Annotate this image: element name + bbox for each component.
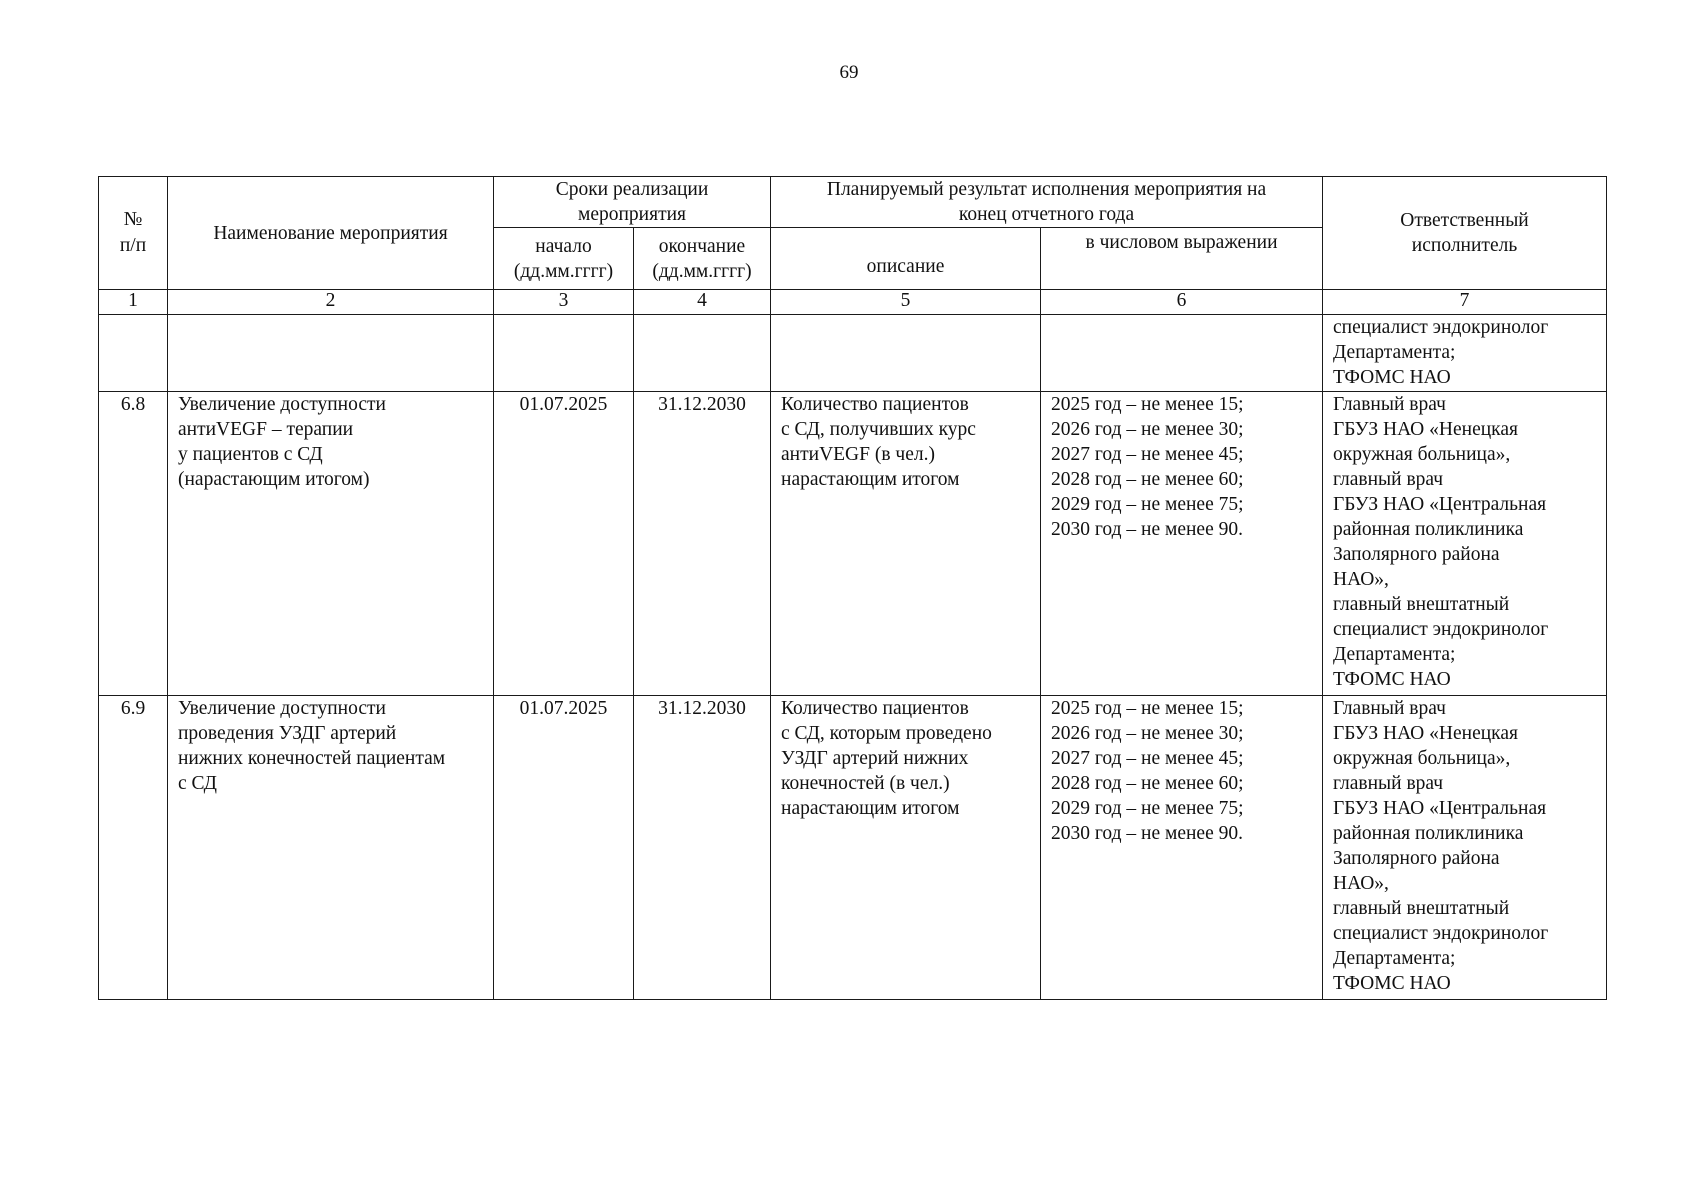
header-col-no: № п/п (99, 177, 168, 290)
header-row-1 (99, 177, 1607, 228)
row-number-cell (99, 315, 168, 392)
cell-line: нарастающим итогом (781, 469, 960, 490)
header-col-terms: Сроки реализации мероприятия (494, 177, 771, 228)
header-col-desc: описание (771, 228, 1041, 290)
cell-line: ГБУЗ НАО «Ненецкая (1333, 723, 1518, 744)
column-number: 5 (771, 290, 1041, 315)
cell-line: Заполярного района (1333, 544, 1500, 565)
result-description-cell (771, 315, 1041, 392)
cell-line: антиVEGF (в чел.) (781, 444, 935, 465)
cell-line: Количество пациентов (781, 394, 969, 415)
cell-line: ТФОМС НАО (1333, 669, 1451, 690)
cell-line: 2028 год – не менее 60; (1051, 469, 1244, 490)
cell-line: проведения УЗДГ артерий (178, 723, 397, 744)
activity-name-cell (168, 696, 494, 1000)
column-number: 2 (168, 290, 494, 315)
result-description-cell (771, 696, 1041, 1000)
cell-line: Заполярного района (1333, 848, 1500, 869)
start-date-cell: 01.07.2025 (494, 696, 634, 1000)
start-date-cell (494, 315, 634, 392)
cell-line: УЗДГ артерий нижних (781, 748, 969, 769)
cell-line: 2027 год – не менее 45; (1051, 444, 1244, 465)
start-date-cell: 01.07.2025 (494, 392, 634, 696)
cell-line: нарастающим итогом (781, 798, 960, 819)
activities-table (98, 176, 1607, 1000)
column-number: 4 (634, 290, 771, 315)
cell-line: 2025 год – не менее 15; (1051, 394, 1244, 415)
cell-line: ГБУЗ НАО «Центральная (1333, 494, 1547, 515)
responsible-cell (1323, 315, 1607, 392)
end-date-cell: 31.12.2030 (634, 696, 771, 1000)
cell-line: 2029 год – не менее 75; (1051, 798, 1244, 819)
cell-line: главный врач (1333, 773, 1444, 794)
end-date-cell (634, 315, 771, 392)
column-number: 7 (1323, 290, 1607, 315)
cell-line: с СД (178, 773, 217, 794)
cell-line: районная поликлиника (1333, 519, 1524, 540)
cell-line: Увеличение доступности (178, 394, 386, 415)
cell-line: специалист эндокринолог (1333, 923, 1549, 944)
cell-line: Департамента; (1333, 948, 1456, 969)
cell-line: главный врач (1333, 469, 1444, 490)
table-row (99, 315, 1607, 392)
table-body (99, 315, 1607, 1000)
cell-line: 2030 год – не менее 90. (1051, 519, 1243, 540)
cell-line: ГБУЗ НАО «Ненецкая (1333, 419, 1518, 440)
cell-line: НАО», (1333, 873, 1389, 894)
cell-line: Количество пациентов (781, 698, 969, 719)
activity-name-cell (168, 392, 494, 696)
cell-line: антиVEGF – терапии (178, 419, 354, 440)
activity-name-cell (168, 315, 494, 392)
cell-line: Департамента; (1333, 342, 1456, 363)
cell-line: 2029 год – не менее 75; (1051, 494, 1244, 515)
cell-line: Увеличение доступности (178, 698, 386, 719)
cell-line: НАО», (1333, 569, 1389, 590)
cell-line: 2026 год – не менее 30; (1051, 723, 1244, 744)
column-number-row (99, 290, 1607, 315)
cell-line: главный внештатный (1333, 594, 1510, 615)
header-col-result: Планируемый результат исполнения мероприятия на конец отчетного года (771, 177, 1323, 228)
cell-line: специалист эндокринолог (1333, 317, 1549, 338)
row-number-cell: 6.9 (99, 696, 168, 1000)
cell-line: специалист эндокринолог (1333, 619, 1549, 640)
result-numeric-cell (1041, 696, 1323, 1000)
result-numeric-cell (1041, 315, 1323, 392)
end-date-cell: 31.12.2030 (634, 392, 771, 696)
row-number-cell: 6.8 (99, 392, 168, 696)
table-row (99, 392, 1607, 696)
cell-line: окружная больница», (1333, 748, 1511, 769)
header-col-responsible: Ответственный исполнитель (1323, 177, 1607, 290)
cell-line: Главный врач (1333, 698, 1446, 719)
responsible-cell (1323, 392, 1607, 696)
column-number: 1 (99, 290, 168, 315)
cell-line: нижних конечностей пациентам (178, 748, 446, 769)
cell-line: конечностей (в чел.) (781, 773, 950, 794)
result-numeric-cell (1041, 392, 1323, 696)
column-number: 3 (494, 290, 634, 315)
table-row (99, 696, 1607, 1000)
cell-line: Департамента; (1333, 644, 1456, 665)
column-number: 6 (1041, 290, 1323, 315)
result-description-cell (771, 392, 1041, 696)
cell-line: районная поликлиника (1333, 823, 1524, 844)
cell-line: ГБУЗ НАО «Центральная (1333, 798, 1547, 819)
page-number: 69 (839, 62, 859, 83)
header-col-name: Наименование мероприятия (168, 177, 494, 290)
cell-line: ТФОМС НАО (1333, 367, 1451, 388)
responsible-cell (1323, 696, 1607, 1000)
header-col-numeric: в числовом выражении (1041, 228, 1323, 290)
cell-line: 2030 год – не менее 90. (1051, 823, 1243, 844)
cell-line: 2027 год – не менее 45; (1051, 748, 1244, 769)
cell-line: с СД, получивших курс (781, 419, 976, 440)
cell-line: 2028 год – не менее 60; (1051, 773, 1244, 794)
cell-line: ТФОМС НАО (1333, 973, 1451, 994)
cell-line: 2026 год – не менее 30; (1051, 419, 1244, 440)
cell-line: главный внештатный (1333, 898, 1510, 919)
header-col-start: начало (дд.мм.гггг) (494, 228, 634, 290)
cell-line: Главный врач (1333, 394, 1446, 415)
cell-line: у пациентов с СД (178, 444, 323, 465)
cell-line: с СД, которым проведено (781, 723, 992, 744)
cell-line: (нарастающим итогом) (178, 469, 370, 490)
header-col-end: окончание (дд.мм.гггг) (634, 228, 771, 290)
cell-line: 2025 год – не менее 15; (1051, 698, 1244, 719)
cell-line: окружная больница», (1333, 444, 1511, 465)
